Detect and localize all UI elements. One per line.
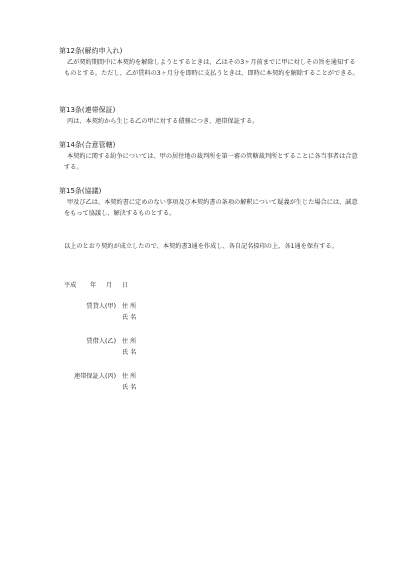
address-label: 住 所 — [122, 373, 137, 380]
date-era: 平成 — [64, 282, 77, 289]
party-role: 賃貸人(甲) — [86, 303, 116, 310]
article-12 — [59, 45, 359, 79]
party-role: 連帯保証人(丙) — [74, 373, 116, 380]
party-role: 賃借人(乙) — [86, 338, 116, 345]
article-heading: 第15条(協議) — [59, 187, 102, 195]
article-heading: 第13条(連帯保証) — [59, 106, 116, 114]
party-tenant — [64, 336, 136, 358]
signature-date — [64, 280, 128, 291]
date-day: 日 — [121, 282, 129, 289]
closing-statement: 以上のとおり契約が成立したので、本契約書3通を作成し、各自記名捺印の上、各1通を保有する。 — [64, 243, 338, 250]
article-body: 甲及び乙は、本契約書に定めのない事項及び本契約書の条項の解釈について疑義が生じた場合には、誠意をもって協議し、解決するものとする。 — [64, 199, 358, 217]
name-label: 氏 名 — [122, 384, 137, 391]
party-guarantor — [64, 371, 136, 393]
date-month: 月 — [105, 282, 113, 289]
name-label: 氏 名 — [122, 314, 137, 321]
article-body: 本契約に関する紛争については、甲の居住地の裁判所を第一審の管轄裁判所とすることに各当事者は合意する。 — [64, 153, 358, 171]
party-landlord — [64, 301, 136, 323]
address-label: 住 所 — [122, 338, 137, 345]
address-label: 住 所 — [122, 303, 137, 310]
article-body: 乙が契約期間中に本契約を解除しようとするときは、乙はその3ヶ月前までに甲に対しその旨を通知するものとする。ただし、乙が賃料の3ヶ月分を即時に支払うときは、即時に本契約を解除することができる。 — [64, 59, 359, 77]
article-heading: 第14条(合意管轄) — [59, 141, 116, 149]
name-label: 氏 名 — [122, 349, 137, 356]
article-body: 丙は、本契約から生じる乙の甲に対する債務につき、連帯保証する。 — [67, 118, 259, 125]
article-14 — [59, 139, 359, 173]
date-year: 年 — [89, 282, 97, 289]
article-13 — [59, 104, 359, 127]
article-heading: 第12条(解約申入れ) — [59, 47, 123, 55]
article-15 — [59, 185, 359, 219]
